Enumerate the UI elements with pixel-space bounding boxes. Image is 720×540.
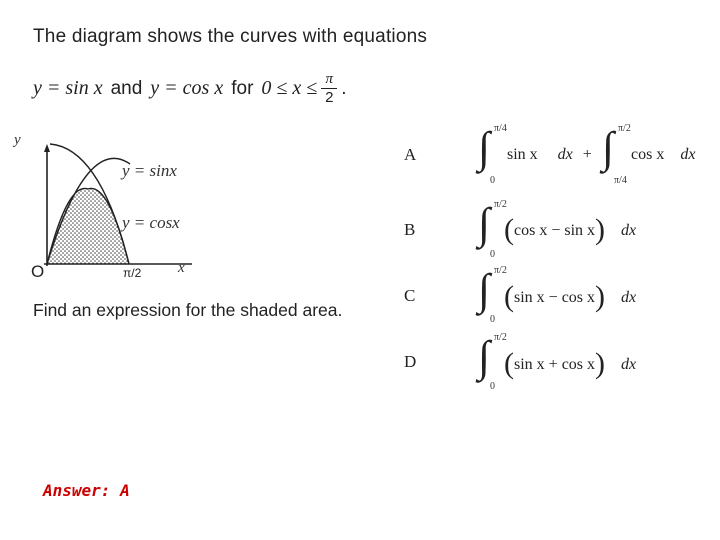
cos-curve-label: y = cosx: [122, 213, 180, 232]
option-a-letter[interactable]: A: [404, 145, 417, 164]
integral-sign-icon: ∫: [478, 199, 491, 248]
integral-sign-icon: ∫: [478, 123, 491, 172]
answer-text: Answer: A: [43, 481, 130, 500]
equation-line: [33, 70, 347, 107]
y-axis-label: y: [14, 132, 21, 148]
option-d-integrand: (sin x + cos x) dx: [504, 347, 637, 380]
pi-over-two-fraction: [321, 70, 337, 107]
option-a-upper-limit: π/4: [494, 123, 507, 134]
question-intro: The diagram shows the curves with equations: [33, 26, 428, 47]
option-b-letter[interactable]: B: [404, 220, 416, 239]
equation-cos: y = cos x: [150, 77, 224, 99]
integral-sign-icon: ∫: [602, 123, 615, 172]
option-a-integrand: sin x dx +: [507, 146, 592, 163]
option-d-lower-limit: 0: [490, 381, 495, 392]
option-b-integrand: (cos x − sin x) dx: [504, 213, 637, 246]
equation-period: .: [341, 77, 347, 99]
option-c-letter[interactable]: C: [404, 286, 416, 305]
option-b-lower-limit: 0: [490, 249, 495, 260]
integral-sign-icon: ∫: [478, 265, 491, 314]
find-instruction: Find an expression for the shaded area.: [33, 300, 343, 320]
curves-diagram: [20, 134, 220, 284]
option-a-integrand-2: cos x dx: [631, 146, 696, 163]
fraction-denominator: 2: [325, 89, 334, 106]
x-tick-pi-over-two: π/2: [123, 266, 142, 280]
integral-sign-icon: ∫: [478, 332, 491, 381]
option-a-lower-limit-2: π/4: [614, 175, 627, 186]
equation-and: and: [110, 77, 143, 99]
fraction-numerator: π: [325, 71, 333, 87]
option-b-upper-limit: π/2: [494, 199, 507, 210]
equation-range: 0 ≤ x ≤: [261, 77, 318, 99]
y-axis-arrow: [44, 144, 50, 152]
option-a-lower-limit: 0: [490, 175, 495, 186]
option-c-integrand: (sin x − cos x) dx: [504, 280, 637, 313]
x-axis-label: x: [178, 260, 185, 276]
equation-sin: y = sin x: [33, 77, 103, 99]
option-c-lower-limit: 0: [490, 314, 495, 325]
origin-label: O: [31, 262, 45, 281]
option-a-upper-limit-2: π/2: [618, 123, 631, 134]
sin-curve-label: y = sinx: [122, 161, 177, 180]
option-d-upper-limit: π/2: [494, 332, 507, 343]
option-c-upper-limit: π/2: [494, 265, 507, 276]
equation-for: for: [231, 77, 254, 99]
option-d-letter[interactable]: D: [404, 352, 417, 371]
